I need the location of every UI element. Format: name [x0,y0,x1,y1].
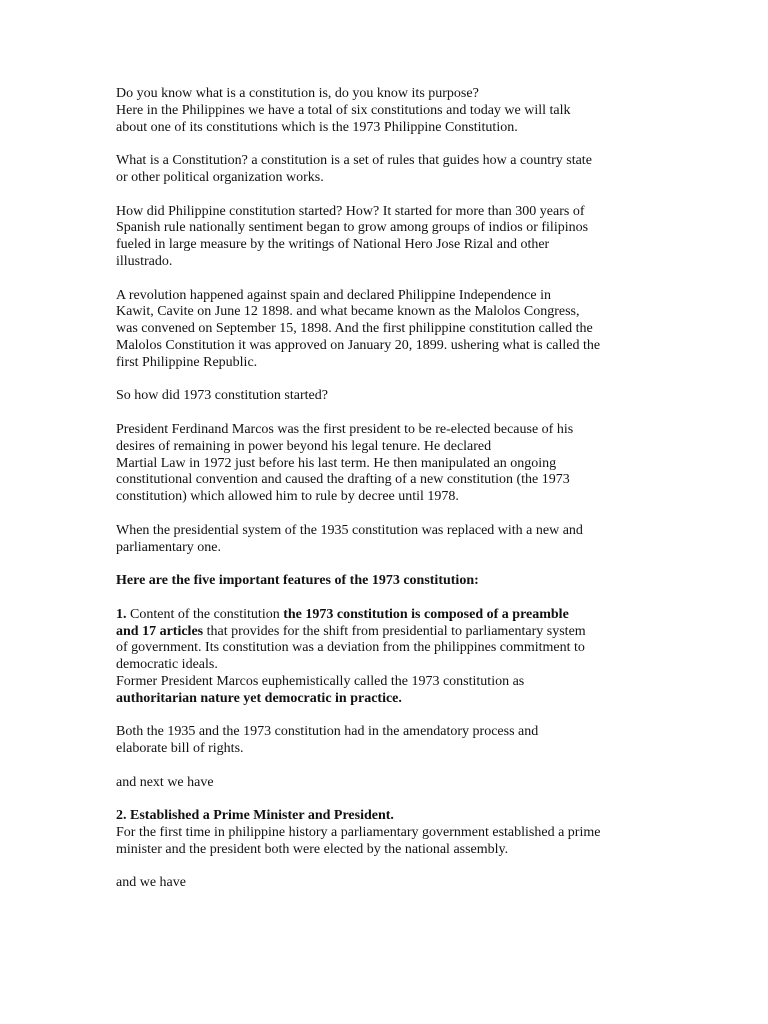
feature-1-paragraph [116,607,656,708]
feature-1-number: 1. [116,606,127,622]
features-heading-text: Here are the five important features of the 1973 constitution: [116,573,479,589]
history-paragraph: How did Philippine constitution started? How? It started for more than 300 years of Spanish rule nationally sentiment began to grow among groups of indios or filipinos fueled in large measure by the writings of National Hero Jose Rizal and other illustrado. [116,203,589,269]
document-page [116,86,656,909]
feature-1-body: that provides for the shift from presidential to parliamentary system of government. Its constitution was a deviation from the philippines commitment to democratic ideals. Former President Marcos euphemistically called the 1973 constitution as [116,623,586,689]
presidential-system-paragraph: When the presidential system of the 1935 constitution was replaced with a new and parliamentary one. [116,522,583,555]
transition-paragraph: and next we have [116,774,214,790]
feature-2-heading-text: 2. Established a Prime Minister and President. [116,808,394,824]
feature-1-bold-statement: the 1973 constitution is composed of a preamble and 17 articles [116,606,569,639]
amendatory-paragraph: Both the 1935 and the 1973 constitution had in the amendatory process and elaborate bill of rights. [116,724,539,757]
feature-1-bold-quote: authoritarian nature yet democratic in practice. [116,690,402,706]
closing-paragraph: and we have [116,875,186,891]
intro-paragraph: Do you know what is a constitution is, do you know its purpose? Here in the Philippines we have a total of six constitutions and today we will talk about one of its constitutions which is the 1973 Philippine Constitution. [116,86,571,135]
feature-2-paragraph: For the first time in philippine history a parliamentary government established a prime minister and the president both were elected by the national assembly. [116,825,601,857]
feature-2-heading [116,808,656,825]
features-heading [116,573,656,590]
definition-paragraph: What is a Constitution? a constitution is a set of rules that guides how a country state or other political organization works. [116,153,592,185]
question-paragraph: So how did 1973 constitution started? [116,388,328,404]
feature-1-intro: Content of the constitution [126,606,284,622]
marcos-paragraph: President Ferdinand Marcos was the first president to be re-elected because of his desires of remaining in power beyond his legal tenure. He declared Martial Law in 1972 just before his last term. He then manipulated an ongoing constitutional convention and caused the drafting of a new constitution (the 1973 constitution) which allowed him to rule by decree until 1978. [116,421,574,505]
revolution-paragraph: A revolution happened against spain and declared Philippine Independence in Kawit, Cavite on June 12 1898. and what became known as the Malolos Congress, was convened on September 15, 1898. And the first philippine constitution called the Malolos Constitution it was approved on January 20, 1899. ushering what is called the first Philippine Republic. [116,287,601,370]
